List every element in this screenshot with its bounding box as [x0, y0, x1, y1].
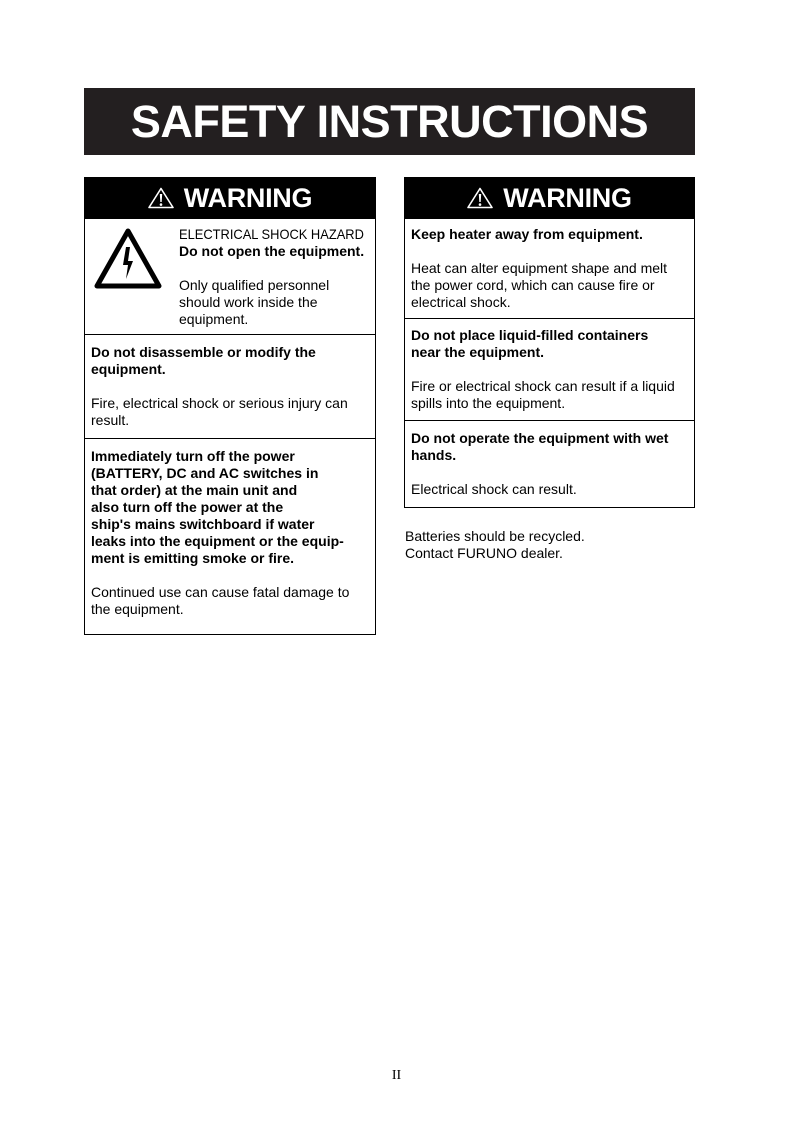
safety-instructions-banner	[84, 88, 695, 155]
warning-header	[85, 178, 375, 218]
section-heading-line: also turn off the power at the	[91, 499, 284, 515]
liquid-containers-section	[405, 318, 694, 420]
section-body-line: the power cord, which can cause fire or	[411, 277, 655, 293]
recycle-note-line: Contact FURUNO dealer.	[405, 545, 563, 561]
warning-label: WARNING	[503, 182, 632, 213]
section-body-line: spills into the equipment.	[411, 395, 566, 411]
section-heading-line: Immediately turn off the power	[91, 448, 295, 464]
recycle-note-line: Batteries should be recycled.	[405, 528, 585, 544]
hazard-body-line: should work inside the	[179, 294, 318, 310]
section-body-line: Electrical shock can result.	[411, 481, 577, 497]
section-heading-line: Do not disassemble or modify the	[91, 344, 316, 360]
warning-triangle-icon	[467, 187, 493, 209]
section-heading-line: Do not operate the equipment with wet	[411, 430, 669, 446]
warning-triangle-icon	[148, 187, 174, 209]
section-heading-line: equipment.	[91, 361, 166, 377]
hazard-body-line: Only qualified personnel	[179, 277, 330, 293]
section-body-line: the equipment.	[91, 601, 184, 617]
section-body-line: Fire or electrical shock can result if a liquid	[411, 378, 675, 394]
hazard-title: ELECTRICAL SHOCK HAZARD	[179, 226, 364, 242]
heater-section	[405, 218, 694, 318]
page-title: SAFETY INSTRUCTIONS	[130, 95, 649, 147]
warning-label: WARNING	[183, 182, 313, 213]
section-heading-line: leaks into the equipment or the equip-	[91, 533, 344, 549]
section-heading-line: that order) at the main unit and	[91, 482, 298, 498]
section-heading-line: ment is emitting smoke or fire.	[91, 550, 295, 566]
section-heading-line: (BATTERY, DC and AC switches in	[91, 465, 319, 481]
section-body-line: Fire, electrical shock or serious injury can	[91, 395, 348, 411]
section-heading-line: hands.	[411, 447, 457, 463]
warning-header	[405, 178, 694, 218]
section-heading-line: Do not place liquid-filled containers	[411, 327, 649, 343]
electric-shock-icon	[93, 227, 163, 291]
hazard-subtitle: Do not open the equipment.	[179, 243, 365, 259]
warning-card-right	[404, 177, 695, 508]
electrical-hazard-section	[85, 218, 375, 334]
section-body-line: Heat can alter equipment shape and melt	[411, 260, 668, 276]
section-body-line: Continued use can cause fatal damage to	[91, 584, 350, 600]
disassemble-section	[85, 334, 375, 438]
wet-hands-section	[405, 420, 694, 498]
section-heading-line: ship's mains switchboard if water	[91, 516, 315, 532]
hazard-body-line: equipment.	[179, 311, 249, 327]
recycle-note	[405, 528, 585, 562]
power-off-section	[85, 438, 375, 618]
page-number: II	[391, 1068, 402, 1083]
warning-card-left	[84, 177, 376, 635]
section-heading-line: near the equipment.	[411, 344, 545, 360]
section-heading-line: Keep heater away from equipment.	[411, 226, 643, 242]
section-body-line: result.	[91, 412, 130, 428]
section-body-line: electrical shock.	[411, 294, 511, 310]
